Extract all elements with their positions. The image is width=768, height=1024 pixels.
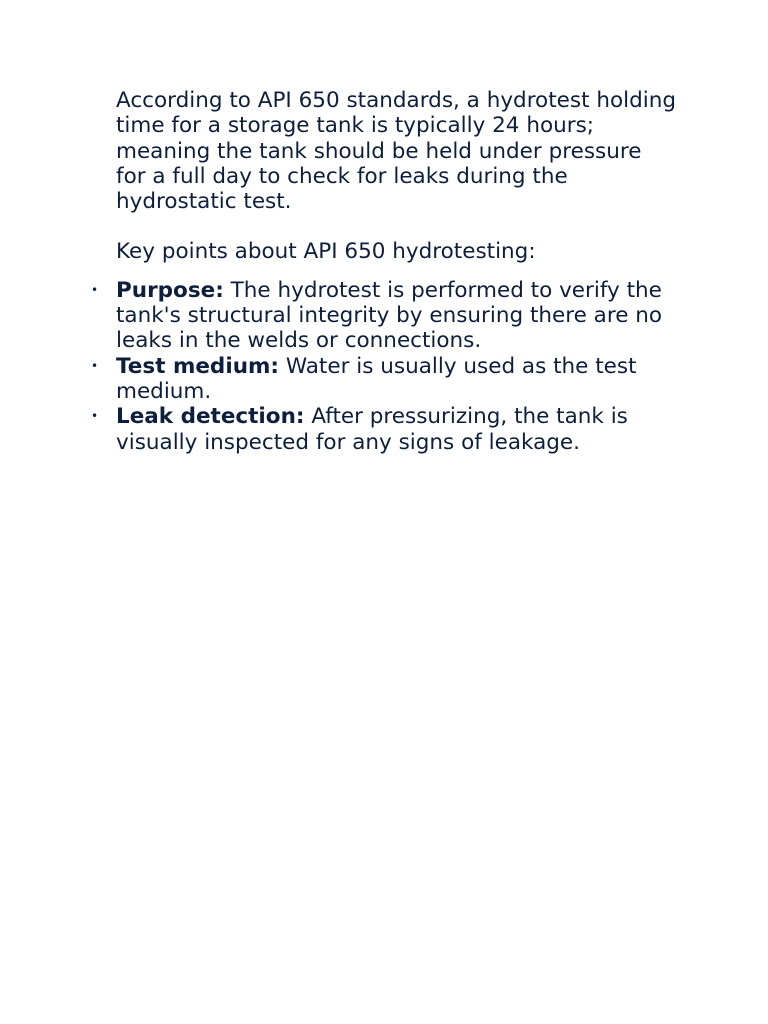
bullet-icon: •: [91, 409, 99, 424]
key-points-heading: Key points about API 650 hydrotesting:: [116, 239, 536, 265]
key-points-list: [91, 277, 676, 455]
list-item: [91, 353, 676, 405]
document-body: [91, 88, 676, 455]
list-item-text: Water is usually used as the test medium.: [116, 353, 637, 404]
list-item-text: The hydrotest is performed to verify the tank's structural integrity by ensuring there are no leaks in the welds or connections.: [116, 277, 663, 354]
bullet-icon: •: [91, 282, 99, 297]
list-item-term: Purpose:: [116, 277, 224, 303]
intro-paragraph: According to API 650 standards, a hydrotest holding time for a storage tank is typically 24 hours; meaning the tank should be held under pressure for a full day to check for leaks during the hydrostatic test.: [116, 88, 676, 215]
list-item-term: Leak detection:: [116, 404, 305, 430]
list-item-term: Test medium:: [116, 353, 280, 379]
bullet-icon: •: [91, 358, 99, 373]
list-item-text: After pressurizing, the tank is visually inspected for any signs of leakage.: [116, 404, 628, 455]
list-item: [91, 404, 676, 455]
list-item: [91, 277, 676, 354]
